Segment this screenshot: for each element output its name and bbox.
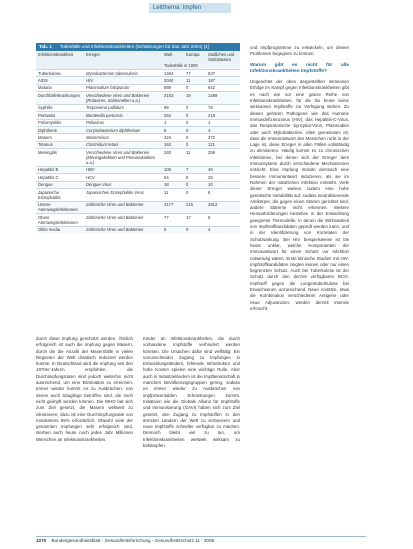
cell-pathogen: Zahlreiche Viren und Bakterien [86, 227, 144, 233]
cell-pathogen: Treponema pallidum [86, 105, 124, 111]
cell-world: 1 [164, 120, 167, 126]
table-row [36, 149, 240, 167]
cell-asia: 537 [208, 70, 215, 76]
cell-disease: Obere Atemwegsinfektionen [38, 214, 78, 226]
cell-disease: Japanische Enzephalitis [38, 189, 61, 200]
cell-pathogen: Plasmodium falciparum [86, 85, 130, 91]
table-row [36, 77, 240, 84]
cell-asia: 8 [208, 189, 211, 195]
section-heading: Warum gibt es nicht für alle Infektionskrankheiten Impfstoffe? [250, 62, 349, 74]
cell-pathogen: Zahlreiche Viren und Bakterien [86, 214, 144, 220]
cell-pathogen: Mycobacterium tuberculosis [86, 70, 138, 76]
cell-disease: Tetanus [38, 142, 53, 148]
cell-europe: 11 [186, 77, 191, 83]
cell-pathogen: HCV [86, 174, 95, 180]
cell-disease: Pertussis [38, 112, 56, 118]
cell-europe: 0 [186, 182, 189, 188]
cell-world: 5 [164, 127, 167, 133]
cell-pathogen: Zahlreiche Viren und Bakterien [86, 202, 144, 208]
cell-pathogen: Masernvirus [86, 134, 109, 140]
header-europe: Europa [184, 51, 206, 63]
table-row [36, 104, 240, 111]
cell-disease: Tuberkulose [38, 70, 61, 76]
cell-world: 4177 [164, 202, 174, 208]
cell-asia: 187 [208, 77, 215, 83]
table-body [36, 69, 240, 233]
cell-europe: 0 [186, 134, 189, 140]
right-body-paragraph: Ungeachtet der oben dargestellten immensen Erfolge im Kampf gegen Infektionskrankheiten gibt es nach wie vor eine ganze Reihe von Infektionskrankheiten, für die bis heute keine wirksamen Impfstoffe zur Verfügung stehen. Zu diesen gehören Pathogene wie das Humane Immundefizienzvirus (HIV), das Hepatitis-C-Virus, das Respiratorische Synzytial-Virus, Plasmodien oder auch Mykobakterien. Allen gemeinsam ist, dass die Immunantwort des Menschen nicht in der Lage ist, diese Erreger in allen Fällen vollständig zu eliminieren. Häufig kommt es zu chronischen Infektionen, bei denen sich der Erreger dem Immunsystem durch verschiedene Mechanismen entzieht. Eine Impfung müsste demnach eine bessere Immunantwort induzieren, als sie im Rahmen der natürlichen Infektion entsteht. Viele dieser Erreger weisen zudem eine hohe genetische Variabilität auf, sodass neutralisierende Antikörper, die gegen einen Stamm gerichtet sind, andere Stämme nicht erkennen. Weitere Herausforderungen bestehen in der Entwicklung geeigneter Tiermodelle, in denen die Wirksamkeit von Impfstoffkandidaten geprüft werden kann, und in der Identifizierung von Korrelaten der Schutzwirkung. Bei HIV beispielsweise ist bis heute unklar, welche Komponenten der Immunantwort für einen Schutz vor Infektion notwendig wären. Erste klinische Studien mit HIV-Impfstoffkandidaten zeigten keinen oder nur einen begrenzten Schutz. Auch bei Tuberkulose ist der Schutz durch den derzeit verfügbaren BCG-Impfstoff gegen die Lungentuberkulose bei Erwachsenen unzureichend. Neue Ansätze, etwa die Kombination verschiedener Antigene oder neue Adjuvanzien, werden derzeit intensiv erforscht. [250, 79, 349, 311]
mid-body-paragraph: Kinder an Infektionskrankheiten, die durch vorhandene Impfstoffe verhindert werden könnten. Die Ursachen dafür sind vielfältig: Ein unzureichender Zugang zu Impfungen in Entwicklungsländern, fehlende Infrastruktur und hohe Kosten spielen eine wichtige Rolle. Aber auch in Industrieländern ist die Impfbereitschaft in manchen Bevölkerungsgruppen gering, sodass es immer wieder zu Ausbrüchen von impfpräventablen Erkrankungen kommt. Initiativen wie die Globale Allianz für Impfstoffe und Immunisierung (GAVI) haben sich zum Ziel gesetzt, den Zugang zu Impfstoffen in den ärmsten Ländern der Welt zu verbessern und neue Impfstoffe schneller verfügbar zu machen. Dennoch bleibt viel zu tun, um Infektionskrankheiten weltweit wirksam zu bekämpfen. [143, 336, 240, 449]
cell-world: 18 [164, 182, 169, 188]
cell-disease: Dengue [38, 182, 53, 188]
cell-disease: Hepatitis B [38, 167, 59, 173]
cell-pathogen: Bordetella pertussis [86, 112, 123, 118]
cell-world: 54 [164, 174, 169, 180]
cell-asia: 372 [208, 134, 215, 140]
journal-info: Bundesgesundheitsblatt - Gesundheitsforschung - Gesundheitsschutz 11 · 2009 [51, 538, 215, 543]
cell-europe: 0 [186, 127, 189, 133]
cell-world: 2163 [164, 92, 174, 98]
cell-asia: 4 [208, 127, 211, 133]
table-row [36, 226, 240, 233]
page-number: 1070 [36, 538, 47, 543]
cell-europe: 19 [186, 92, 191, 98]
table-title: Todesfälle und Infektionskrankheiten (Schätzungen für das Jahr 2004) [4] [59, 44, 209, 49]
section-tag: Leitthema: Impfen [149, 3, 231, 13]
table-row [36, 166, 240, 173]
cell-disease: Syphilis [38, 105, 53, 111]
table-row [36, 92, 240, 105]
right-intro-paragraph: und Impfprogramme zu entwickeln, um diesen Problemen begegnen zu können. [250, 45, 349, 57]
table-row [36, 69, 240, 76]
cell-pathogen: Clostridium tetani [86, 142, 119, 148]
header-world: Welt [162, 51, 184, 63]
cell-disease: Masern [38, 134, 52, 140]
cell-europe: 0 [186, 189, 189, 195]
table-row [36, 201, 240, 214]
mortality-table [36, 43, 240, 323]
cell-europe: 11 [186, 149, 191, 155]
header-deaths-unit: Todesfälle in 1000 [162, 63, 240, 70]
cell-asia: 1 [208, 120, 211, 126]
cell-pathogen: Corynebacterium diphtheriae [86, 127, 140, 133]
cell-asia: 259 [208, 149, 215, 155]
cell-world: 163 [164, 142, 171, 148]
cell-asia: 4 [208, 227, 211, 233]
cell-pathogen: Poliovirus [86, 120, 105, 126]
cell-europe: 0 [186, 85, 189, 91]
cell-europe: 0 [186, 120, 189, 126]
table-row [36, 134, 240, 141]
cell-pathogen: Verschiedene Viren und Bakterien (Rotaviren, Salmonellen u.a.) [86, 92, 150, 103]
cell-pathogen: HIV [86, 77, 93, 83]
cell-world: 1464 [164, 70, 174, 76]
cell-world: 340 [164, 149, 171, 155]
page-footer [36, 537, 366, 545]
cell-disease: Hepatitis C [38, 174, 59, 180]
table-caption [36, 43, 240, 51]
cell-pathogen: Japanisches Enzephalitis-Virus [86, 189, 144, 195]
middle-column [143, 336, 240, 449]
cell-asia: 842 [208, 85, 215, 91]
cell-asia: 1489 [208, 92, 218, 98]
cell-europe: 5 [186, 174, 189, 180]
cell-disease: Malaria [38, 85, 52, 91]
cell-disease: Meningitis [38, 149, 57, 155]
data-table [36, 51, 240, 233]
cell-asia: 10 [208, 182, 213, 188]
table-row [36, 126, 240, 133]
cell-asia: 29 [208, 174, 213, 180]
cell-asia: 78 [208, 105, 213, 111]
cell-disease: Durchfallerkrankungen [38, 92, 81, 98]
cell-disease: Diphtherie [38, 127, 58, 133]
header-pathogen: Erreger [84, 51, 162, 69]
header-asia: Südliches und Südostasien [206, 51, 240, 63]
table-row [36, 174, 240, 181]
cell-pathogen: HBV [86, 167, 95, 173]
cell-world: 424 [164, 134, 171, 140]
left-column [36, 336, 133, 443]
table-row [36, 112, 240, 119]
table-row [36, 189, 240, 202]
cell-world: 2040 [164, 77, 174, 83]
table-row [36, 214, 240, 227]
cell-world: 11 [164, 189, 169, 195]
table-row [36, 84, 240, 91]
cell-europe: 0 [186, 105, 189, 111]
cell-pathogen: Verschiedene Viren und Bakterien (Meningokokken und Pneumokokken u.a.) [86, 149, 155, 166]
cell-world: 254 [164, 112, 171, 118]
cell-disease: Poliomyelitis [38, 120, 62, 126]
cell-disease: Untere Atemwegsinfektionen [38, 202, 78, 213]
cell-asia: 2812 [208, 202, 218, 208]
table-row [36, 181, 240, 188]
cell-pathogen: Dengue-Virus [86, 182, 112, 188]
cell-europe: 0 [186, 112, 189, 118]
cell-europe: 0 [186, 227, 189, 233]
cell-asia: 9 [208, 214, 211, 220]
cell-world: 105 [164, 167, 171, 173]
header-disease: Infektionskrankheit [36, 51, 84, 69]
cell-disease: Otitis media [38, 227, 61, 233]
cell-europe: 0 [186, 142, 189, 148]
cell-europe: 17 [186, 214, 191, 220]
cell-asia: 218 [208, 112, 215, 118]
table-row [36, 119, 240, 126]
cell-europe: 77 [186, 70, 191, 76]
cell-world: 889 [164, 85, 171, 91]
cell-europe: 215 [186, 202, 193, 208]
table-row [36, 141, 240, 148]
right-column [250, 45, 349, 312]
cell-asia: 49 [208, 167, 213, 173]
cell-asia: 121 [208, 142, 215, 148]
cell-world: 5 [164, 227, 167, 233]
cell-world: 77 [164, 214, 169, 220]
left-body-paragraph: durch diese Impfung geschützt werden. Ähnlich erfolgreich ist auch die Impfung gegen Masern, durch die die Anzahl der Masernfälle in vielen Regionen der Welt drastisch reduziert werden konnte. In Deutschland wird die Impfung seit den 1970er-Jahren empfohlen, die Durchimpfungsraten sind jedoch weiterhin nicht ausreichend, um eine Elimination zu erreichen. Immer wieder kommt es zu Ausbrüchen, von denen auch Säuglinge betroffen sind, die noch nicht geimpft werden können. Die WHO hat sich zum Ziel gesetzt, die Masern weltweit zu eliminieren; dazu ist eine Durchimpfungsrate von mindestens 95% erforderlich. Obwohl viele der genannten Impfungen sehr erfolgreich sind, sterben auch heute noch jedes Jahr Millionen Menschen an Infektionskrankheiten. [36, 336, 133, 442]
table-number: Tab. 1 [39, 44, 52, 49]
cell-world: 99 [164, 105, 169, 111]
cell-disease: AIDS [38, 77, 48, 83]
cell-europe: 7 [186, 167, 189, 173]
